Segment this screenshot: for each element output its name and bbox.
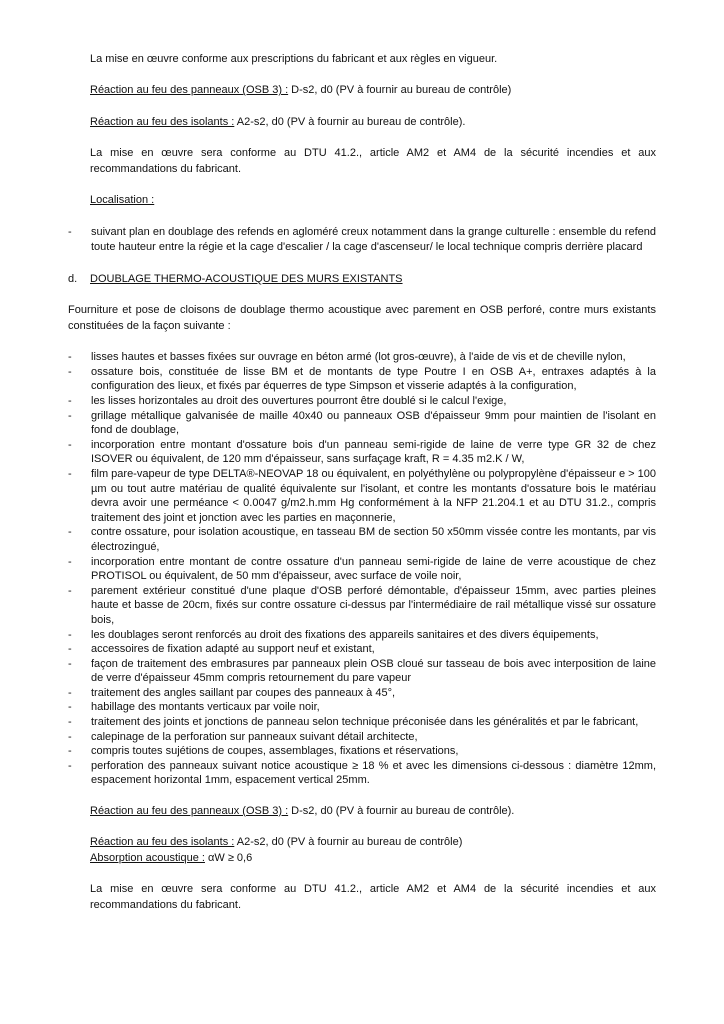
list-item [68,350,656,365]
list-item-text: suivant plan en doublage des refends en agloméré creux notamment dans la grange culturelle : ensemble du refend toute hauteur entre la régie et la cage d'escalier / la cage d'ascenseur/ le local technique compris derrière placard [91,225,656,254]
list-item-text: contre ossature, pour isolation acoustique, en tasseau BM de section 50 x50mm vissée contre les montants, par vis électrozingué, [91,526,656,553]
localisation-label-text: Localisation : [90,194,155,207]
bullet-dash: - [68,628,72,641]
bullet-dash: - [68,686,72,699]
list-item-text: façon de traitement des embrasures par panneaux plein OSB cloué sur tasseau de bois avec interposition de laine de verre d'épaisseur 45mm compris retournement du pare vapeur [91,657,656,685]
list-item-text: parement extérieur constitué d'une plaque d'OSB perforé démontable, d'épaisseur 15mm, avec parties pleines haute et basse de 20cm, fixés sur contre ossature ci-dessus par l'intermédiaire de rail métallique vissé sur ossature bois, [91,584,656,626]
section-d-title: DOUBLAGE THERMO-ACOUSTIQUE DES MURS EXISTANTS [90,272,403,285]
bullet-dash: - [68,409,72,422]
fire-reaction-insulants-top-label: Réaction au feu des isolants : [90,115,235,128]
section-d-intro: Fourniture et pose de cloisons de doublage thermo acoustique avec parement en OSB perforé, contre murs existants constituées de la façon suivante : [68,304,656,332]
list-item [68,467,656,525]
bullet-dash: - [68,225,72,238]
paragraph-dtu-bottom: La mise en œuvre sera conforme au DTU 41.2., article AM2 et AM4 de la sécurité incendies et aux recommandations du fabricant. [90,883,656,911]
fire-reaction-insulants-bottom [90,835,656,851]
list-item [68,628,656,643]
bullet-dash: - [68,745,72,758]
list-item-text: ossature bois, constituée de lisse BM et de montants de type Poutre I en OSB A+, entraxes adaptés à la configuration des lieux, et fixés par équerres de type Simpson et visserie adaptés à la configuration, [91,365,656,393]
fire-reaction-panels-top-value: D-s2, d0 (PV à fournir au bureau de contrôle) [288,84,512,97]
list-item-text: incorporation entre montant d'ossature bois d'un panneau semi-rigide de laine de verre type GR 32 de chez ISOVER ou équivalent, de 120 mm d'épaisseur, sans surfaçage kraft, R = 4.35 m2.K / W, [91,438,656,466]
paragraph-dtu-top: La mise en œuvre sera conforme au DTU 41.2., article AM2 et AM4 de la sécurité incendies et aux recommandations du fabricant. [90,147,656,175]
fire-reaction-insulants-bottom-label: Réaction au feu des isolants : [90,836,235,849]
bullet-dash: - [68,438,72,451]
list-item [68,700,656,715]
absorption-value: αW ≥ 0,6 [204,851,253,864]
fire-reaction-insulants-bottom-value: A2-s2, d0 (PV à fournir au bureau de contrôle) [234,836,463,849]
fire-reaction-insulants-top-value: A2-s2, d0 (PV à fournir au bureau de contrôle). [234,115,466,128]
fire-reaction-panels-bottom [90,804,656,820]
list-item-text: traitement des angles saillant par coupes des panneaux à 45°, [91,686,396,699]
list-item-text: perforation des panneaux suivant notice acoustique ≥ 18 % et avec les dimensions ci-dessous : diamètre 12mm, espacement horizontal 1mm, espacement vertical 25mm. [91,759,656,787]
bullet-dash: - [68,643,72,656]
list-item [68,365,656,394]
list-item [68,715,656,730]
fire-reaction-panels-top-label: Réaction au feu des panneaux (OSB 3) : [90,84,289,97]
list-item-text: calepinage de la perforation sur panneaux suivant détail architecte, [91,730,418,743]
list-item [68,584,656,628]
list-item [68,730,656,745]
fire-reaction-panels-bottom-value: D-s2, d0 (PV à fournir au bureau de contrôle). [288,804,515,817]
list-item-text: les doublages seront renforcés au droit des fixations des appareils sanitaires et des divers équipements, [91,628,599,641]
list-item [68,657,656,686]
bullet-dash: - [68,555,72,568]
list-item-text: compris toutes sujétions de coupes, assemblages, fixations et réservations, [91,745,459,758]
list-item-text: les lisses horizontales au droit des ouvertures pourront être doublé si le calcul l'exige, [91,395,507,408]
fire-reaction-panels-top [90,83,656,99]
bullet-dash: - [68,351,72,364]
localisation-label [90,193,656,209]
list-item-text: habillage des montants verticaux par voile noir, [91,701,320,714]
list-item-text: lisses hautes et basses fixées sur ouvrage en béton armé (lot gros-œuvre), à l'aide de vis et de cheville nylon, [91,351,626,364]
paragraph-conformity: La mise en œuvre conforme aux prescriptions du fabricant et aux règles en vigueur. [90,53,498,65]
list-item [68,409,656,438]
bullet-dash: - [68,657,72,670]
list-item [68,225,656,256]
list-item [68,525,656,554]
list-item [68,438,656,467]
list-item-text: grillage métallique galvanisée de maille 40x40 ou panneaux OSB d'épaisseur 9mm pour maintien de l'isolant en fond de doublage, [91,409,656,437]
bullet-dash: - [68,730,72,743]
list-item [68,759,656,788]
bullet-dash: - [68,365,72,378]
section-d-number: d. [68,272,78,285]
list-item [68,744,656,759]
list-item-text: accessoires de fixation adapté au support neuf et existant, [91,643,375,656]
list-item-text: incorporation entre montant de contre ossature d'un panneau semi-rigide de laine de verre acoustique de chez PROTISOL ou équivalent, de 50 mm d'épaisseur, avec surface de voile noir, [91,555,656,583]
localisation-list [68,225,656,256]
list-item [68,642,656,657]
list-item [68,555,656,584]
bullet-dash: - [68,759,72,772]
fire-reaction-panels-bottom-label: Réaction au feu des panneaux (OSB 3) : [90,804,289,817]
bullet-dash: - [68,701,72,714]
fire-reaction-insulants-top [90,115,656,131]
bullet-dash: - [68,395,72,408]
list-item [68,686,656,701]
list-item [68,394,656,409]
bullet-dash: - [68,467,72,480]
absorption-label: Absorption acoustique : [90,851,205,864]
bullet-dash: - [68,526,72,539]
list-item-text: traitement des joints et jonctions de panneau selon technique préconisée dans les généralités et par le fabricant, [91,716,639,729]
bullet-dash: - [68,716,72,729]
bullet-dash: - [68,584,72,597]
absorption-line [90,851,656,867]
spec-list [68,350,656,788]
list-item-text: film pare-vapeur de type DELTA®-NEOVAP 18 ou équivalent, en polyéthylène ou polypropylène d'épaisseur e > 100 µm ou tout autre matériau de qualité équivalente sur l'isolant, et contre les montants d'ossature bois le matériau devra avoir une perméance < 0.0047 g/m2.h.mm Hg conformément à la NFP 21.204.1 et au DTU 31.2., compris traitement des joint et jonction avec les parties en maçonnerie, [91,467,656,524]
section-d-heading [68,272,656,288]
